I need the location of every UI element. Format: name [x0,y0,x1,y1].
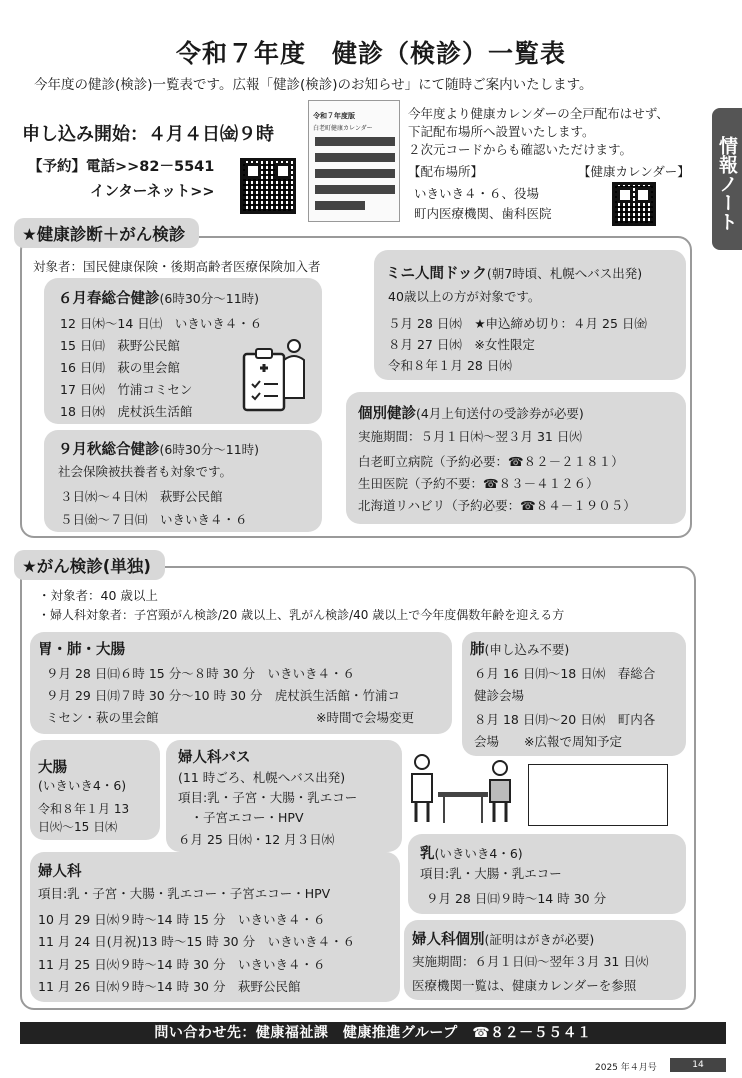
calendar-qr-code[interactable] [612,182,656,226]
colon-row: 日㈫～15 日㈭ [38,820,118,834]
individual-period: 実施期間：５月１日㈭～翌３月 31 日㈫ [358,429,582,444]
calendar-label: 【健康カレンダー】 [578,164,690,179]
spring-row: 17 日㈫ 竹浦コミセン [60,382,193,397]
individual-clinic: 白老町立病院（予約必要：☎８２－２１８１） [358,454,624,469]
spring-row: 15 日㈰ 萩野公民館 [60,338,180,353]
lung-row: 健診会場 [474,688,525,703]
stomach-row: ミセン・萩の里会館 [46,710,159,725]
calendar-note-1: 今年度より健康カレンダーの全戸配布はせず、 [408,106,669,121]
clipboard-doctor-icon [240,336,308,418]
mini-dock-row: ８月 27 日㈬ ※女性限定 [388,337,535,352]
autumn-note: 社会保険被扶養者も対象です。 [58,464,233,479]
spring-row: 12 日㈭～14 日㈯ いきいき４・６ [60,316,263,331]
mini-dock-target: 40歳以上の方が対象です。 [388,289,541,304]
calendar-thumbnail-subtitle: 白老町健康カレンダー [313,125,373,132]
distribution-place-2: 町内医療機関、歯科医院 [414,206,552,221]
spring-row: 18 日㈬ 虎杖浜生活館 [60,404,193,419]
calendar-thumbnail-title: 令和７年度版 [313,112,355,120]
memo-callout [528,764,668,826]
lung-title: 肺(申し込み不要) [470,642,570,658]
individual-clinic: 生田医院（予約不要：☎８３－４１２６） [358,476,599,491]
breast-row: ９月 28 日㈰９時～14 時 30 分 [426,891,607,906]
individual-clinic: 北海道リハビリ（予約必要：☎８４－１９０５） [358,498,636,513]
page-number: 14 [670,1058,726,1072]
stomach-note: ※時間で会場変更 [316,710,414,725]
calendar-note-3: ２次元コードからも確認いただけます。 [408,142,633,157]
intro-text: 今年度の健診(検診)一覧表です。広報「健診(検診)のお知らせ」にて随時ご案内いたします。 [34,77,593,93]
spring-row: 16 日㈪ 萩の里会館 [60,360,180,375]
gyn-row: 11 月 26 日㈬９時～14 時 30 分 萩野公民館 [38,979,301,994]
spring-title: ６月春総合健診(6時30分～11時) [58,291,260,307]
section2-target-2: ・婦人科対象者：子宮頸がん検診/20 歳以上、乳がん検診/40 歳以上で今年度偶数年齢を迎える方 [38,608,565,622]
stomach-row: ９月 28 日㈰６時 15 分～８時 30 分 いきいき４・６ [46,666,356,681]
section1-heading: ★健康診断＋がん検診 [14,218,199,248]
mini-dock-row: ５月 28 日㈬ ★申込締め切り：４月 25 日㈮ [388,316,647,331]
colon-place: (いきいき4・6) [38,778,127,793]
gyn-row: 11 月 25 日㈫９時～14 時 30 分 いきいき４・６ [38,957,326,972]
individual-title: 個別健診(4月上旬送付の受診券が必要) [358,406,584,422]
autumn-row: ３日㈬～４日㈭ 萩野公民館 [60,489,223,504]
gyn-bus-row: ・子宮エコー・HPV [178,810,304,825]
colon-row: 令和８年１月 13 [38,802,130,816]
reservation-qr-code[interactable] [240,158,296,214]
stomach-row: ９月 29 日㈪７時 30 分～10 時 30 分 虎杖浜生活館・竹浦コ [46,688,400,703]
distribution-place-1: いきいき４・６、役場 [414,186,540,201]
section2-heading: ★がん検診(単独) [14,550,165,580]
breast-title: 乳(いきいき4・6) [420,846,523,862]
gyn-individual-title: 婦人科個別(証明はがきが必要) [412,932,595,948]
calendar-thumbnail [308,100,400,222]
section1-target: 対象者：国民健康保険・後期高齢者医療保険加入者 [33,259,321,274]
gyn-bus-title: 婦人科バス [178,750,251,766]
stomach-title: 胃・肺・大腸 [38,642,125,658]
autumn-row: ５日㈮～７日㈰ いきいき４・６ [60,512,248,527]
colon-title: 大腸 [38,760,67,776]
side-tab: 情報ノート [712,108,742,250]
gyn-individual-row: 医療機関一覧は、健康カレンダーを参照 [412,978,637,993]
consultation-illustration [404,748,522,828]
gyn-bus-row: (11 時ごろ、札幌へバス出発) [178,770,346,785]
breast-items: 項目:乳・大腸・乳エコー [420,866,562,881]
autumn-title: ９月秋総合健診(6時30分～11時) [58,442,260,458]
page-title: 令和７年度 健診（検診）一覧表 [175,39,566,68]
section2-target-1: ・対象者：40 歳以上 [38,588,158,603]
lung-row: ６月 16 日㈪～18 日㈬ 春総合 [474,666,656,681]
contact-bar: 問い合わせ先：健康福祉課 健康推進グループ ☎８２－５５４１ [20,1022,726,1044]
lung-row: 会場 ※広報で周知予定 [474,734,622,749]
gyn-title: 婦人科 [38,864,82,880]
mini-dock-row: 令和８年１月 28 日㈬ [388,358,512,373]
lung-row: ８月 18 日㈪～20 日㈬ 町内各 [474,712,656,727]
reserve-phone: 【予約】電話>>82－5541 [28,159,215,175]
mini-dock-title: ミニ人間ドック(朝7時頃、札幌へバス出発) [386,266,643,282]
issue-date: 2025 年４月号 [595,1063,657,1073]
distribution-label: 【配布場所】 [408,164,484,179]
gyn-row: 10 月 29 日㈬９時～14 時 15 分 いきいき４・６ [38,912,326,927]
gyn-bus-row: 項目:乳・子宮・大腸・乳エコー [178,790,358,805]
apply-start: 申し込み開始：４月４日㈮９時 [22,124,274,145]
gyn-items: 項目:乳・子宮・大腸・乳エコー・子宮エコー・HPV [38,886,331,901]
gyn-individual-row: 実施期間：６月１日㈰～翌年３月 31 日㈫ [412,954,649,969]
gyn-row: 11 月 24 日(月祝)13 時～15 時 30 分 いきいき４・６ [38,934,356,949]
gyn-bus-row: ６月 25 日㈬・12 月３日㈬ [178,832,335,847]
reserve-internet: インターネット>> [90,184,215,200]
calendar-note-2: 下記配布場所へ設置いたします。 [408,124,595,139]
